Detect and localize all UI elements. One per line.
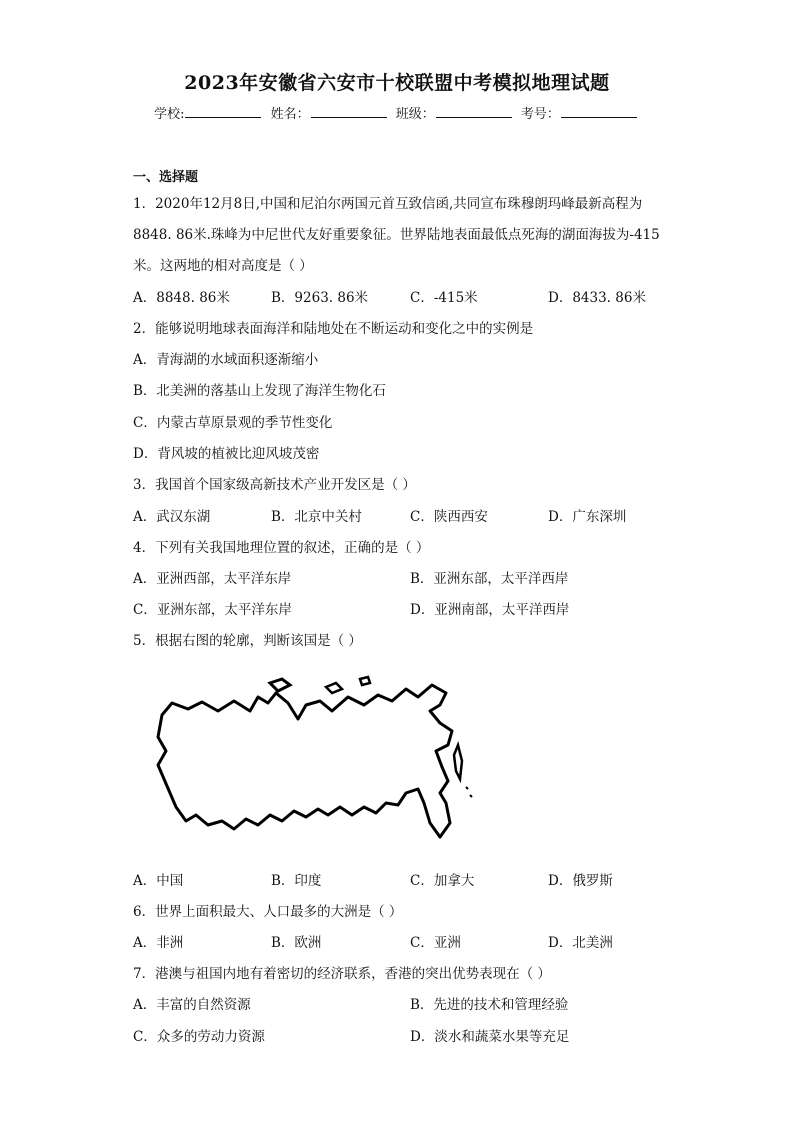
q3-option-b[interactable]: B．北京中关村 xyxy=(271,509,362,525)
question-1-line-2: 8848. 86米.珠峰为中尼世代友好重要象征。世界陆地表面最低点死海的湖面海拔为-415 xyxy=(133,227,660,243)
sakhalin-island xyxy=(454,745,462,779)
q3-option-c[interactable]: C．陕西西安 xyxy=(410,509,488,525)
number-blank[interactable] xyxy=(561,104,637,118)
q2-option-c[interactable]: C．内蒙古草原景观的季节性变化 xyxy=(133,415,333,431)
q5-option-b[interactable]: B．印度 xyxy=(271,873,322,889)
country-outline xyxy=(158,685,452,837)
q7-option-c[interactable]: C．众多的劳动力资源 xyxy=(133,1029,265,1045)
q3-option-a[interactable]: A．武汉东湖 xyxy=(133,509,211,525)
q2-option-a[interactable]: A．青海湖的水域面积逐渐缩小 xyxy=(133,352,319,368)
russia-outline-map xyxy=(150,675,475,845)
q1-option-a[interactable]: A．8848. 86米 xyxy=(133,290,230,306)
q6-option-a[interactable]: A．非洲 xyxy=(133,935,184,951)
q6-option-c[interactable]: C．亚洲 xyxy=(410,935,461,951)
question-4-line-1: 4．下列有关我国地理位置的叙述，正确的是（ ） xyxy=(133,540,430,556)
q5-option-d[interactable]: D．俄罗斯 xyxy=(548,873,613,889)
q2-option-d[interactable]: D．背风坡的植被比迎风坡茂密 xyxy=(133,446,320,462)
q5-option-a[interactable]: A．中国 xyxy=(133,873,184,889)
class-label: 班级： xyxy=(395,107,435,122)
number-label: 考号： xyxy=(520,107,560,122)
name-blank[interactable] xyxy=(311,104,387,118)
question-1-line-3: 米。这两地的相对高度是（ ） xyxy=(133,258,313,274)
question-3-line-1: 3．我国首个国家级高新技术产业开发区是（ ） xyxy=(133,477,416,493)
q7-option-b[interactable]: B．先进的技术和管理经验 xyxy=(410,997,569,1013)
question-7-line-1: 7．港澳与祖国内地有着密切的经济联系，香港的突出优势表现在（ ） xyxy=(133,966,551,982)
class-blank[interactable] xyxy=(436,104,512,118)
q1-option-c[interactable]: C．-415米 xyxy=(410,290,478,306)
section-heading: 一、选择题 xyxy=(133,170,199,185)
question-6-line-1: 6．世界上面积最大、人口最多的大洲是（ ） xyxy=(133,904,403,920)
q4-option-b[interactable]: B．亚洲东部，太平洋西岸 xyxy=(410,571,569,587)
page-title: 2023年安徽省六安市十校联盟中考模拟地理试题 xyxy=(184,72,610,94)
q1-option-d[interactable]: D．8433. 86米 xyxy=(548,290,646,306)
q4-option-a[interactable]: A．亚洲西部，太平洋东岸 xyxy=(133,571,292,587)
q4-option-c[interactable]: C．亚洲东部，太平洋东岸 xyxy=(133,602,292,618)
island-novaya-zemlya xyxy=(270,679,290,691)
student-info-row xyxy=(0,103,794,122)
kuril-dots xyxy=(466,787,472,797)
q2-option-b[interactable]: B．北美洲的落基山上发现了海洋生物化石 xyxy=(133,383,386,399)
q4-option-d[interactable]: D．亚洲南部，太平洋西岸 xyxy=(410,602,570,618)
q3-option-d[interactable]: D．广东深圳 xyxy=(548,509,627,525)
q7-option-d[interactable]: D．淡水和蔬菜水果等充足 xyxy=(410,1029,570,1045)
q7-option-a[interactable]: A．丰富的自然资源 xyxy=(133,997,251,1013)
q6-option-b[interactable]: B．欧洲 xyxy=(271,935,322,951)
question-2-line-1: 2．能够说明地球表面海洋和陆地处在不断运动和变化之中的实例是 xyxy=(133,321,534,337)
question-5-line-1: 5．根据右图的轮廓，判断该国是（ ） xyxy=(133,633,362,649)
school-label: 学校: xyxy=(154,107,185,122)
island-cluster xyxy=(326,677,370,693)
q5-option-c[interactable]: C．加拿大 xyxy=(410,873,475,889)
school-blank[interactable] xyxy=(185,104,261,118)
q1-option-b[interactable]: B．9263. 86米 xyxy=(271,290,369,306)
q6-option-d[interactable]: D．北美洲 xyxy=(548,935,613,951)
question-1-line-1: 1．2020年12月8日,中国和尼泊尔两国元首互致信函,共同宣布珠穆朗玛峰最新高程为 xyxy=(133,196,643,212)
name-label: 姓名： xyxy=(270,107,310,122)
